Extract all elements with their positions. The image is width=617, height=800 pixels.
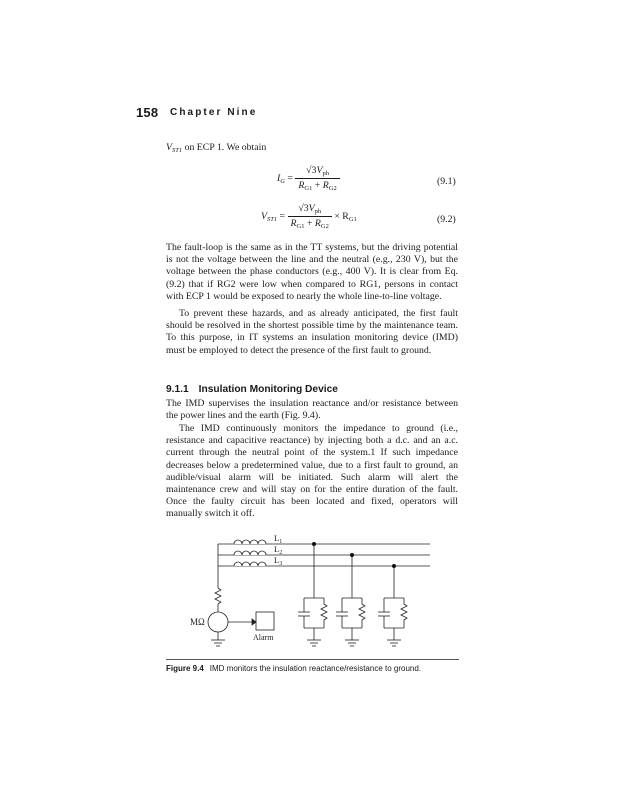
megohm-meter	[208, 612, 228, 632]
caption-text: IMD monitors the insulation reactance/resistance to ground.	[209, 664, 422, 673]
lead-var: $V_{ST1}$	[166, 142, 183, 154]
page-number: 158	[136, 105, 159, 120]
equation-number-9-2: (9.2)	[437, 214, 456, 225]
label-l3: $L_3$	[274, 555, 283, 567]
coil-1	[234, 540, 266, 544]
imd-circuit-diagram	[190, 530, 440, 655]
coil-2	[234, 551, 266, 555]
figure-caption	[166, 664, 421, 673]
label-alarm: Alarm	[253, 633, 274, 642]
section-heading: 9.1.1 Insulation Monitoring Device	[166, 384, 338, 395]
section-paragraph-1: The IMD supervises the insulation reactance and/or resistance between the power lines and the earth (Fig. 9.4).	[166, 398, 458, 422]
paragraph-1: The fault-loop is the same as in the TT systems, but the driving potential is not the voltage between the line and the neutral (e.g., 230 V), but the voltage between the phase conductors (e.g., 400 V). It is clear from Eq. (9.2) that if RG2 were low when compared to RG1, persons in contact with ECP 1 would be exposed to nearly the whole line-to-line voltage.	[166, 242, 458, 302]
junction-l1	[312, 542, 316, 546]
section-paragraph-2: The IMD continuously monitors the impedance to ground (i.e., resistance and capacitive reactance) by injecting both a d.c. and an a.c. current through the neutral point of the system.1 If such impedance decreases below a predetermined value, due to a first fault to ground, an audible/visual alarm will be initiated. Such alarm will alert the maintenance crew and will stay on for the entire duration of the fault. Once the faulty circuit has been located and fixed, operators will manually switch it off.	[166, 423, 458, 520]
paragraph-2: To prevent these hazards, and as already anticipated, the first fault should be resolved in the shortest possible time by the maintenance team. To this purpose, in IT systems an insulation monitoring device (IMD) must be employed to detect the presence of the first fault to ground.	[166, 308, 458, 356]
junction-l2	[350, 553, 354, 557]
label-l2: $L_2$	[274, 544, 283, 556]
caption-label: Figure 9.4	[166, 664, 204, 673]
equation-9-1: $I_G$ = $\frac{√3V_{ph}}{R_{G1} + R_{G2}}$	[277, 165, 340, 192]
coil-3	[234, 562, 266, 566]
label-megohm: MΩ	[190, 617, 205, 627]
chapter-title: Chapter Nine	[170, 107, 258, 118]
equation-9-2: $V_{ST1}$ = $\frac{√3V_{ph}}{R_{G1} + R_{G2}}$ × $R_{G1}$	[261, 203, 357, 230]
lead-text: $V_{ST1}$ on ECP 1. We obtain	[166, 142, 267, 154]
label-l1: $L_1$	[274, 533, 283, 545]
neutral-resistor	[215, 588, 221, 604]
alarm-box	[256, 612, 274, 630]
caption-rule	[166, 659, 459, 660]
junction-l3	[392, 564, 396, 568]
equation-number-9-1: (9.1)	[437, 176, 456, 187]
